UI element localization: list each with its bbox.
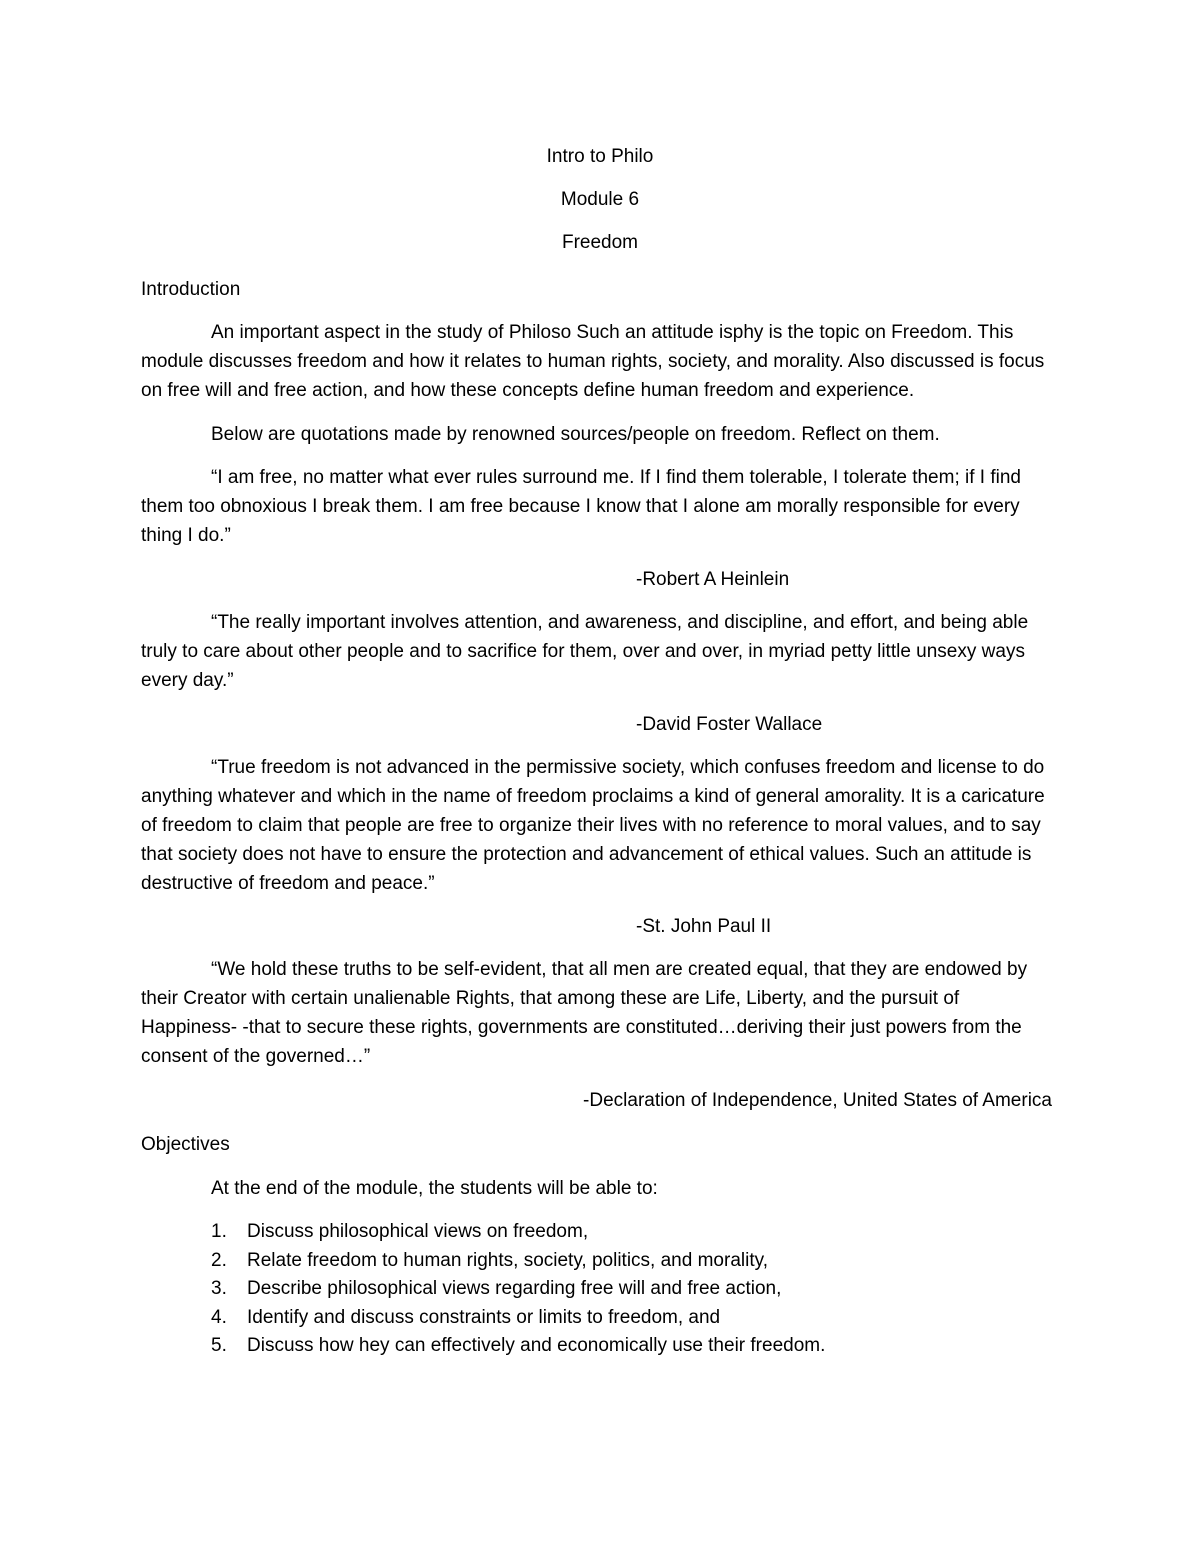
- list-item: [211, 1275, 825, 1304]
- quote-author: -David Foster Wallace: [636, 714, 823, 735]
- list-item-text: Discuss philosophical views on freedom,: [247, 1221, 589, 1242]
- list-item-text: Describe philosophical views regarding free will and free action,: [247, 1278, 782, 1299]
- quote-author: -Declaration of Independence, United States of America: [583, 1090, 1052, 1111]
- module-number: Module 6: [560, 189, 640, 210]
- list-item: [211, 1332, 825, 1361]
- course-title: Intro to Philo: [546, 146, 654, 167]
- quote-author: -St. John Paul II: [636, 916, 772, 937]
- quotations-prompt: Below are quotations made by renowned sources/people on freedom. Reflect on them.: [211, 424, 940, 445]
- quote-text: “True freedom is not advanced in the permissive society, which confuses freedom and license to do anything whatever and which in the name of freedom proclaims a kind of general amorality. It is a caricature of freedom to claim that people are free to organize their lives with no reference to moral values, and to say that society does not have to ensure the protection and advancement of ethical values. Such an attitude is destructive of freedom and peace.”: [141, 757, 1045, 894]
- module-topic: Freedom: [561, 232, 639, 253]
- list-item-number: 1.: [211, 1221, 227, 1242]
- objectives-list: [211, 1218, 825, 1361]
- list-item-number: 2.: [211, 1249, 227, 1271]
- list-item: [211, 1304, 825, 1333]
- list-item: [211, 1247, 825, 1276]
- objectives-heading: Objectives: [141, 1134, 230, 1155]
- introduction-paragraph: An important aspect in the study of Philoso Such an attitude isphy is the topic on Freedom. This module discusses freedom and how it relates to human rights, society, and morality. Also discussed is focus on free will and free action, and how these concepts define human freedom and experience.: [141, 322, 1045, 401]
- list-item-text: Relate freedom to human rights, society, politics, and morality,: [247, 1249, 768, 1271]
- quote-text: “The really important involves attention, and awareness, and discipline, and effort, and being able truly to care about other people and to sacrifice for them, over and over, in myriad petty little unsexy ways every day.”: [141, 612, 1029, 691]
- quote-text: “We hold these truths to be self-evident, that all men are created equal, that they are endowed by their Creator with certain unalienable Rights, that among these are Life, Liberty, and the pursuit of Happiness- -that to secure these rights, governments are constituted…deriving their just powers from the consent of the governed…”: [141, 959, 1028, 1067]
- introduction-heading: Introduction: [141, 279, 241, 300]
- list-item-number: 5.: [211, 1335, 227, 1356]
- list-item-number: 4.: [211, 1306, 227, 1328]
- objectives-intro: At the end of the module, the students will be able to:: [211, 1178, 658, 1199]
- list-item-number: 3.: [211, 1278, 227, 1299]
- list-item-text: Discuss how hey can effectively and economically use their freedom.: [247, 1335, 826, 1356]
- list-item: [211, 1218, 825, 1247]
- list-item-text: Identify and discuss constraints or limits to freedom, and: [247, 1306, 721, 1328]
- quote-text: “I am free, no matter what ever rules surround me. If I find them tolerable, I tolerate them; if I find them too obnoxious I break them. I am free because I know that I alone am morally responsible for every thing I do.”: [141, 467, 1021, 546]
- quote-author: -Robert A Heinlein: [636, 569, 790, 590]
